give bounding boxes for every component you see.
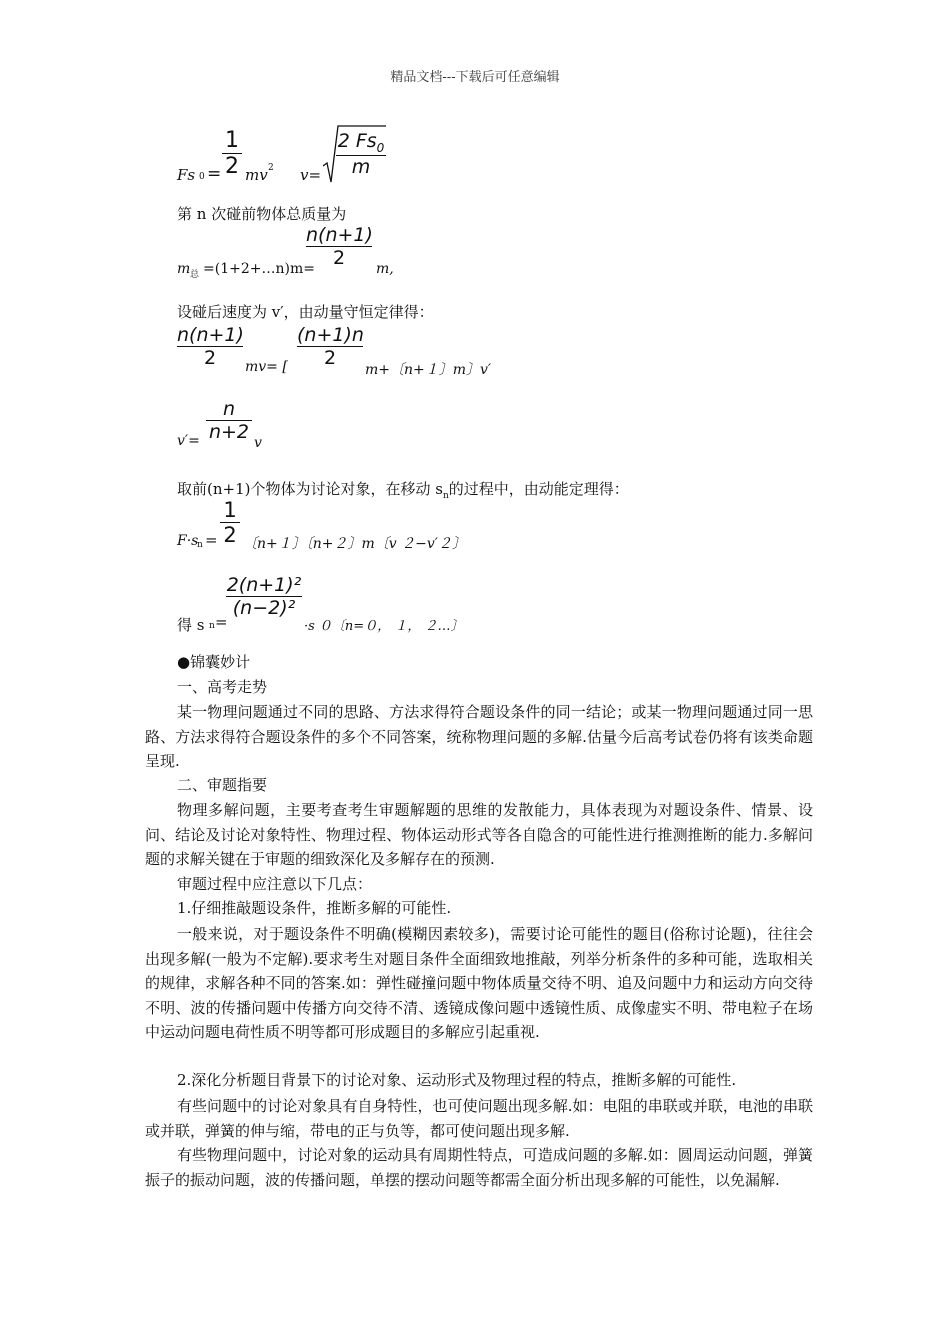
eq3-fraction-2 xyxy=(297,324,363,369)
eq6-den: (n−2)² xyxy=(232,597,296,619)
eq6-fraction xyxy=(226,574,302,619)
paragraph-point-1: 一般来说，对于题设条件不明确(模糊因素较多)，需要讨论可能性的题目(俗称讨论题)，往往会出现多解(一般为不定解).要求考生对题目条件全面细致地推敲，列举分析条件的多种可能，选取相关的规律，求解各种不同的答案.如：弹性碰撞问题中物体质量交待不明、追及问题中力和运动方向交待不明、波的传播问题中传播方向交待不清、透镜成像问题中透镜性质、成像虚实不明、带电粒子在场中运动问题电荷性质不明等都可形成题目的多解应引起重视. xyxy=(145,925,813,1041)
eq4-fraction xyxy=(206,398,252,443)
eq3-mid: mv= [ xyxy=(245,359,288,375)
energy-intro-text xyxy=(177,478,629,501)
eq4-tail: v xyxy=(254,435,262,451)
heading-question-guide: 二、审题指要 xyxy=(177,776,268,794)
section-tip-heading: ●锦囊妙计 xyxy=(177,653,251,671)
eq5-lhs: F·s xyxy=(177,533,199,549)
eq5-eq: = xyxy=(205,531,218,549)
eq6-lhs: 得 s xyxy=(177,616,205,634)
energy-intro-sub: n xyxy=(442,491,449,501)
paragraph-exam-trend: 某一物理问题通过不同的思路、方法求得符合题设条件的同一结论；或某一物理问题通过同一思路、方法求得符合题设条件的多个不同答案，统称物理问题的多解.估量今后高考试卷仍将有该类命题呈现. xyxy=(145,703,813,770)
eq1-eq: = xyxy=(207,164,222,184)
eq3-num2: (n+1)n xyxy=(297,324,364,346)
eq2-sub: 总 xyxy=(190,270,200,280)
eq4-num: n xyxy=(222,398,236,420)
page-header: 精品文档---下载后可任意编辑 xyxy=(390,70,560,85)
paragraph-object-properties: 有些问题中的讨论对象具有自身特性，也可使问题出现多解.如：电阻的串联或并联，电池的串联或并联，弹簧的伸与缩，带电的正与负等，都可使问题出现多解. xyxy=(145,1097,813,1140)
eq6-tail: ·s ０〔n=０， １， ２…〕 xyxy=(304,619,464,634)
eq1-square: 2 xyxy=(268,163,274,173)
eq6-num: 2(n+1)² xyxy=(226,574,302,596)
eq2-fraction xyxy=(306,224,372,269)
eq1-root-sub: 0 xyxy=(376,140,385,155)
eq1-lhs: Fs xyxy=(177,166,196,184)
paragraph-notes-intro: 审题过程中应注意以下几点： xyxy=(177,875,373,893)
eq2-den: 2 xyxy=(332,247,346,269)
eq5-den: 2 xyxy=(223,523,237,547)
eq1-sub: 0 xyxy=(199,172,205,182)
eq6-sub: n xyxy=(209,621,215,631)
eq4-den: n+2 xyxy=(208,421,250,443)
heading-exam-trend: 一、高考走势 xyxy=(177,678,268,696)
eq1-num: 1 xyxy=(225,128,239,153)
eq3-tail: m+〔n+１〕m〕v′ xyxy=(365,362,492,378)
eq1-mv: mv xyxy=(245,166,268,184)
energy-intro-main: 取前(n+1)个物体为讨论对象，在移动 s xyxy=(177,480,443,498)
eq1-v-lhs: v= xyxy=(300,166,322,184)
point-2-heading: 2.深化分析题目背景下的讨论对象、运动形式及物理过程的特点，推断多解的可能性. xyxy=(177,1071,737,1089)
eq5-fraction xyxy=(220,498,240,547)
eq3-num1: n(n+1) xyxy=(177,324,244,346)
mass-intro-text: 第 n 次碰前物体总质量为 xyxy=(177,205,347,223)
eq3-den1: 2 xyxy=(203,347,217,369)
eq5-sub: n xyxy=(197,540,203,550)
point-1-heading: 1.仔细推敲题设条件，推断多解的可能性. xyxy=(177,899,452,917)
eq2-num: n(n+1) xyxy=(306,224,373,246)
eq1-root-fraction xyxy=(336,130,386,178)
momentum-intro-text: 设碰后速度为 v′，由动量守恒定律得： xyxy=(177,303,434,321)
eq5-num: 1 xyxy=(223,498,237,522)
eq5-tail: 〔n+１〕〔n+２〕m〔v ２−v′２〕 xyxy=(243,536,466,552)
eq1-den: 2 xyxy=(225,154,239,179)
paragraph-question-guide: 物理多解问题，主要考查考生审题解题的思维的发散能力，具体表现为对题设条件、情景、设问、结论及讨论对象特性、物理过程、物体运动形式等各自隐含的可能性进行推测推断的能力.多解问题的求解关键在于审题的细致深化及多解存在的预测. xyxy=(145,801,813,868)
energy-intro-tail: 的过程中，由动能定理得： xyxy=(448,480,629,498)
eq4-lhs: v′= xyxy=(177,433,200,449)
eq2-rhs: =(1+2+…n)m= xyxy=(203,261,315,277)
paragraph-periodic-motion: 有些物理问题中，讨论对象的运动具有周期性特点，可造成问题的多解.如：圆周运动问题，弹簧振子的振动问题，波的传播问题，单摆的摆动问题等都需全面分析出现多解的可能性，以免漏解. xyxy=(145,1146,813,1189)
eq1-root-den: m xyxy=(351,155,371,178)
eq1-root-num: 2 Fs xyxy=(337,130,377,152)
eq3-den2: 2 xyxy=(323,347,337,369)
eq3-fraction-1 xyxy=(177,324,243,369)
eq2-lhs: m xyxy=(177,261,191,277)
eq2-tail: m, xyxy=(376,261,394,277)
eq6-eq: = xyxy=(215,613,228,631)
eq1-fraction xyxy=(222,128,242,179)
